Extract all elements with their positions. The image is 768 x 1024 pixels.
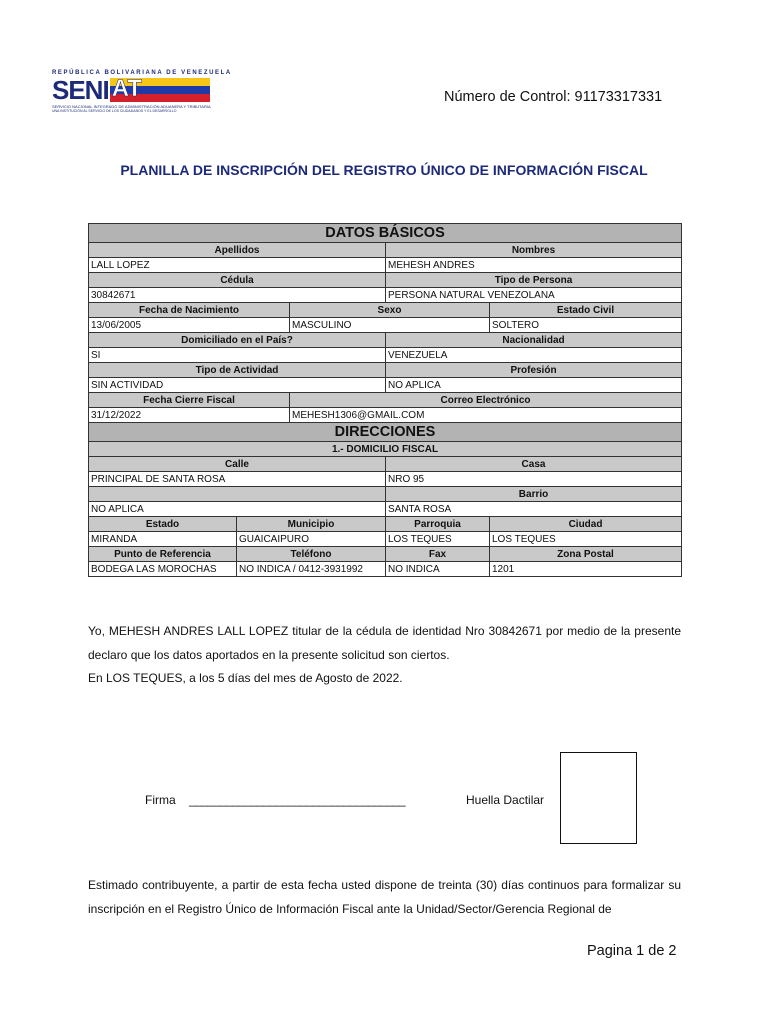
section-datos-basicos: DATOS BÁSICOS — [89, 224, 682, 243]
barrio-value: SANTA ROSA — [386, 502, 682, 517]
profesion-value: NO APLICA — [386, 378, 682, 393]
zona-postal-label: Zona Postal — [490, 547, 682, 562]
punto-referencia-label: Punto de Referencia — [89, 547, 237, 562]
cedula-label: Cédula — [89, 273, 386, 288]
casa-value: NRO 95 — [386, 472, 682, 487]
fingerprint-box — [560, 752, 637, 844]
barrio-label: Barrio — [386, 487, 682, 502]
logo-subtitle: SERVICIO NACIONAL INTEGRADO DE ADMINISTRACIÓN ADUANERA Y TRIBUTARIA — [52, 104, 211, 109]
declaration-text: Yo, MEHESH ANDRES LALL LOPEZ titular de la cédula de identidad Nro 30842671 por medio de la presente declaro que los datos aportados en la presente solicitud son ciertos. — [88, 624, 681, 662]
nombres-label: Nombres — [386, 243, 682, 258]
tipo-actividad-value: SIN ACTIVIDAD — [89, 378, 386, 393]
municipio-value: GUAICAIPURO — [237, 532, 386, 547]
firma-line: ___________________________________ — [189, 793, 406, 807]
ciudad-label: Ciudad — [490, 517, 682, 532]
logo-tagline: UNA INSTITUCIÓN AL SERVICIO DE LOS CIUDADANOS Y EL DESARROLLO — [52, 109, 177, 113]
tipo-persona-label: Tipo de Persona — [386, 273, 682, 288]
firma-label: Firma — [145, 793, 176, 807]
logo-brand-text: SENI — [52, 75, 109, 105]
calle-label: Calle — [89, 457, 386, 472]
ciudad-value: LOS TEQUES — [490, 532, 682, 547]
barrio-left-label — [89, 487, 386, 502]
apellidos-value: LALL LOPEZ — [89, 258, 386, 273]
logo-top-text: REPÚBLICA BOLIVARIANA DE VENEZUELA — [52, 70, 232, 76]
nacionalidad-value: VENEZUELA — [386, 348, 682, 363]
municipio-label: Municipio — [237, 517, 386, 532]
registration-form-table — [88, 223, 682, 577]
fecha-cierre-value: 31/12/2022 — [89, 408, 290, 423]
fax-value: NO INDICA — [386, 562, 490, 577]
telefono-label: Teléfono — [237, 547, 386, 562]
estado-label: Estado — [89, 517, 237, 532]
section-direcciones: DIRECCIONES — [89, 423, 682, 442]
declaration-place-date: En LOS TEQUES, a los 5 días del mes de Agosto de 2022. — [88, 671, 403, 685]
casa-label: Casa — [386, 457, 682, 472]
fecha-nacimiento-label: Fecha de Nacimiento — [89, 303, 290, 318]
telefono-value: NO INDICA / 0412-3931992 — [237, 562, 386, 577]
estado-civil-value: SOLTERO — [490, 318, 682, 333]
profesion-label: Profesión — [386, 363, 682, 378]
parroquia-label: Parroquia — [386, 517, 490, 532]
page-number: Pagina 1 de 2 — [587, 943, 677, 959]
fax-label: Fax — [386, 547, 490, 562]
apellidos-label: Apellidos — [89, 243, 386, 258]
calle-value: PRINCIPAL DE SANTA ROSA — [89, 472, 386, 487]
estado-civil-label: Estado Civil — [490, 303, 682, 318]
fecha-cierre-label: Fecha Cierre Fiscal — [89, 393, 290, 408]
barrio-left-value: NO APLICA — [89, 502, 386, 517]
sexo-value: MASCULINO — [290, 318, 490, 333]
logo-flag-icon: AT — [110, 78, 210, 102]
estado-value: MIRANDA — [89, 532, 237, 547]
nombres-value: MEHESH ANDRES — [386, 258, 682, 273]
domicilio-fiscal-header: 1.- DOMICILIO FISCAL — [89, 442, 682, 457]
domiciliado-value: SI — [89, 348, 386, 363]
tipo-persona-value: PERSONA NATURAL VENEZOLANA — [386, 288, 682, 303]
domiciliado-label: Domiciliado en el País? — [89, 333, 386, 348]
notice-text: Estimado contribuyente, a partir de esta fecha usted dispone de treinta (30) días continuos para formalizar su inscripción en el Registro Único de Información Fiscal ante la Unidad/Sector/Gerencia Regional de — [88, 878, 681, 916]
nacionalidad-label: Nacionalidad — [386, 333, 682, 348]
control-number: Número de Control: 91173317331 — [444, 89, 663, 105]
cedula-value: 30842671 — [89, 288, 386, 303]
correo-value: MEHESH1306@GMAIL.COM — [290, 408, 682, 423]
parroquia-value: LOS TEQUES — [386, 532, 490, 547]
zona-postal-value: 1201 — [490, 562, 682, 577]
punto-referencia-value: BODEGA LAS MOROCHAS — [89, 562, 237, 577]
page-title: PLANILLA DE INSCRIPCIÓN DEL REGISTRO ÚNICO DE INFORMACIÓN FISCAL — [120, 162, 648, 178]
tipo-actividad-label: Tipo de Actividad — [89, 363, 386, 378]
fecha-nacimiento-value: 13/06/2005 — [89, 318, 290, 333]
seniat-logo — [52, 70, 232, 122]
sexo-label: Sexo — [290, 303, 490, 318]
correo-label: Correo Electrónico — [290, 393, 682, 408]
huella-label: Huella Dactilar — [466, 793, 545, 807]
